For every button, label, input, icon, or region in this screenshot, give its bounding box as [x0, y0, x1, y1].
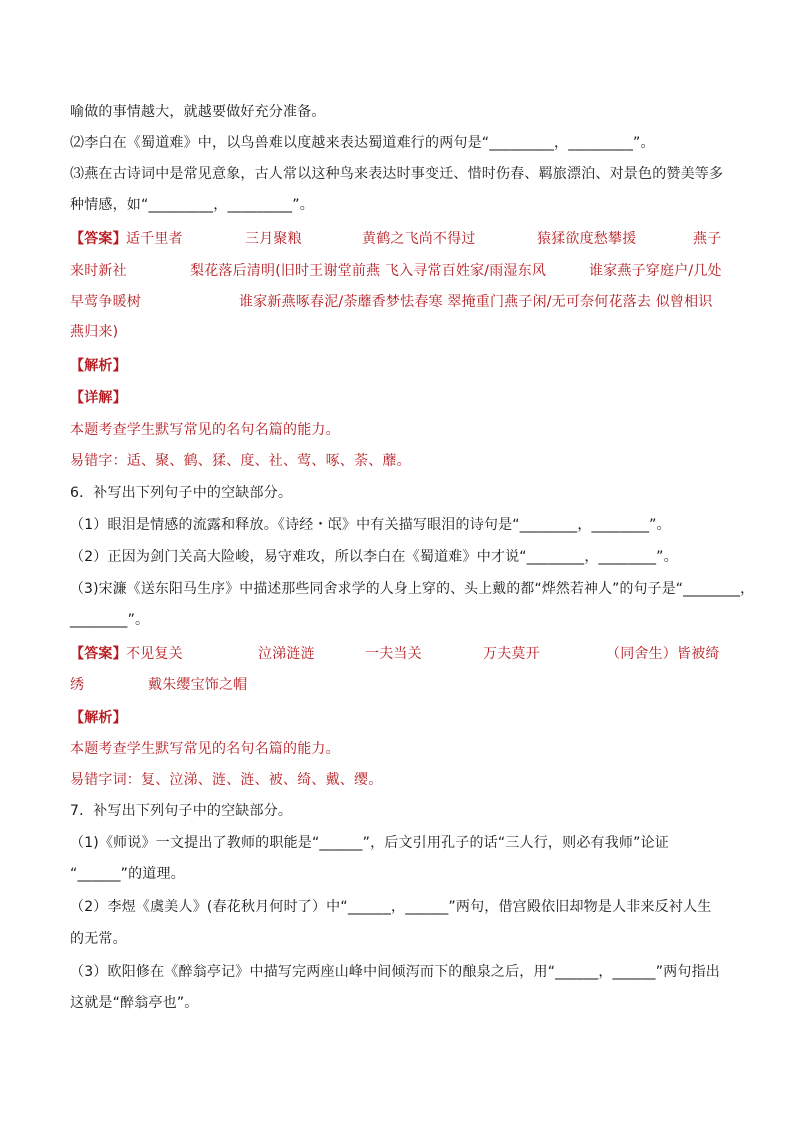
question-5-3: ⑶燕在古诗词中是常见意象，古人常以这种鸟来表达时事变迁、惜时伤春、羁旅漂泊、对景色的赞美等多: [70, 166, 724, 182]
analysis-text: 本题考查学生默写常见的名句名篇的能力。: [70, 741, 340, 757]
answer-item: 万夫莫开: [483, 646, 540, 662]
question-7-2: （2）李煜《虞美人》(春花秋月何时了）中“______，______”两句，借宫殿依旧却物是人非来反衬人生: [70, 899, 712, 915]
answer-item: 适千里者: [126, 231, 183, 247]
answer-tag: 【答案】: [70, 646, 127, 662]
answer-item: 谁家新燕啄春泥/荼蘼香梦怯春寒 翠掩重门燕子闲/无可奈何花落去 似曾相识: [239, 294, 713, 310]
question-7-3: （3）欧阳修在《醉翁亭记》中描写完两座山峰中间倾泻而下的酿泉之后，用“______，______”两句指出: [70, 964, 721, 980]
answer-item: （同舍生）皆被绮: [606, 646, 720, 662]
text-line: 喻做的事情越大，就越要做好充分准备。: [70, 104, 326, 120]
question-6-3: （3)宋濂《送东阳马生序》中描述那些同舍求学的人身上穿的、头上戴的都“烨然若神人”的句子是“________，: [70, 581, 755, 597]
answer-item: 戴朱缨宝饰之帽: [148, 677, 248, 693]
answer-item: 绣: [70, 677, 85, 693]
detail-tag: 【详解】: [70, 390, 127, 406]
question-6-2: （2）正因为剑门关高大险峻，易守难攻，所以李白在《蜀道难》中才说“________，________”。: [70, 549, 678, 565]
answer-item: 燕子: [693, 231, 722, 247]
error-prone-chars: 易错字词：复、泣涕、涟、涟、被、绮、戴、缨。: [70, 772, 383, 788]
answer-tag: 【答案】: [70, 231, 127, 247]
answer-item: 梨花落后清明(旧时王谢堂前燕 飞入寻常百姓家/雨湿东风: [190, 263, 547, 279]
text-line: ________”。: [70, 612, 150, 628]
text-line: 种情感，如“_________，_________”。: [70, 197, 314, 213]
question-7-heading: 7．补写出下列句子中的空缺部分。: [70, 803, 293, 819]
answer-item: 泣涕涟涟: [258, 646, 315, 662]
answer-block-5: [70, 229, 722, 249]
answer-block-6: [70, 644, 720, 664]
text-line: 这就是“醉翁亭也”。: [70, 995, 199, 1011]
answer-line: 燕归来): [70, 324, 119, 340]
answer-item: 早莺争暖树: [70, 294, 141, 310]
answer-item: 猿猱欲度愁攀援: [537, 231, 637, 247]
analysis-tag: 【解析】: [70, 358, 127, 374]
text-line: 的无常。: [70, 931, 127, 947]
error-prone-chars: 易错字：适、聚、鹤、猱、度、社、莺、啄、荼、蘼。: [70, 453, 411, 469]
answer-item: 谁家燕子穿庭户/几处: [589, 263, 722, 279]
question-7-1: （1)《师说》一文提出了教师的职能是“______”，后文引用孔子的话“三人行，则必有我师”论证: [70, 835, 669, 851]
answer-item: 来时新社: [70, 263, 127, 279]
answer-item: 黄鹤之飞尚不得过: [362, 231, 476, 247]
question-6-heading: 6．补写出下列句子中的空缺部分。: [70, 485, 293, 501]
text-line: “______”的道理。: [70, 866, 185, 882]
answer-item: 一夫当关: [365, 646, 422, 662]
analysis-tag: 【解析】: [70, 710, 127, 726]
answer-item: 不见复关: [126, 646, 183, 662]
answer-item: 三月聚粮: [245, 231, 302, 247]
question-5-2: ⑵李白在《蜀道难》中，以鸟兽难以度越来表达蜀道难行的两句是“_________，_________”。: [70, 135, 655, 151]
analysis-text: 本题考查学生默写常见的名句名篇的能力。: [70, 422, 340, 438]
question-6-1: （1）眼泪是情感的流露和释放。《诗经・氓》中有关描写眼泪的诗句是“________，________”。: [70, 517, 671, 533]
